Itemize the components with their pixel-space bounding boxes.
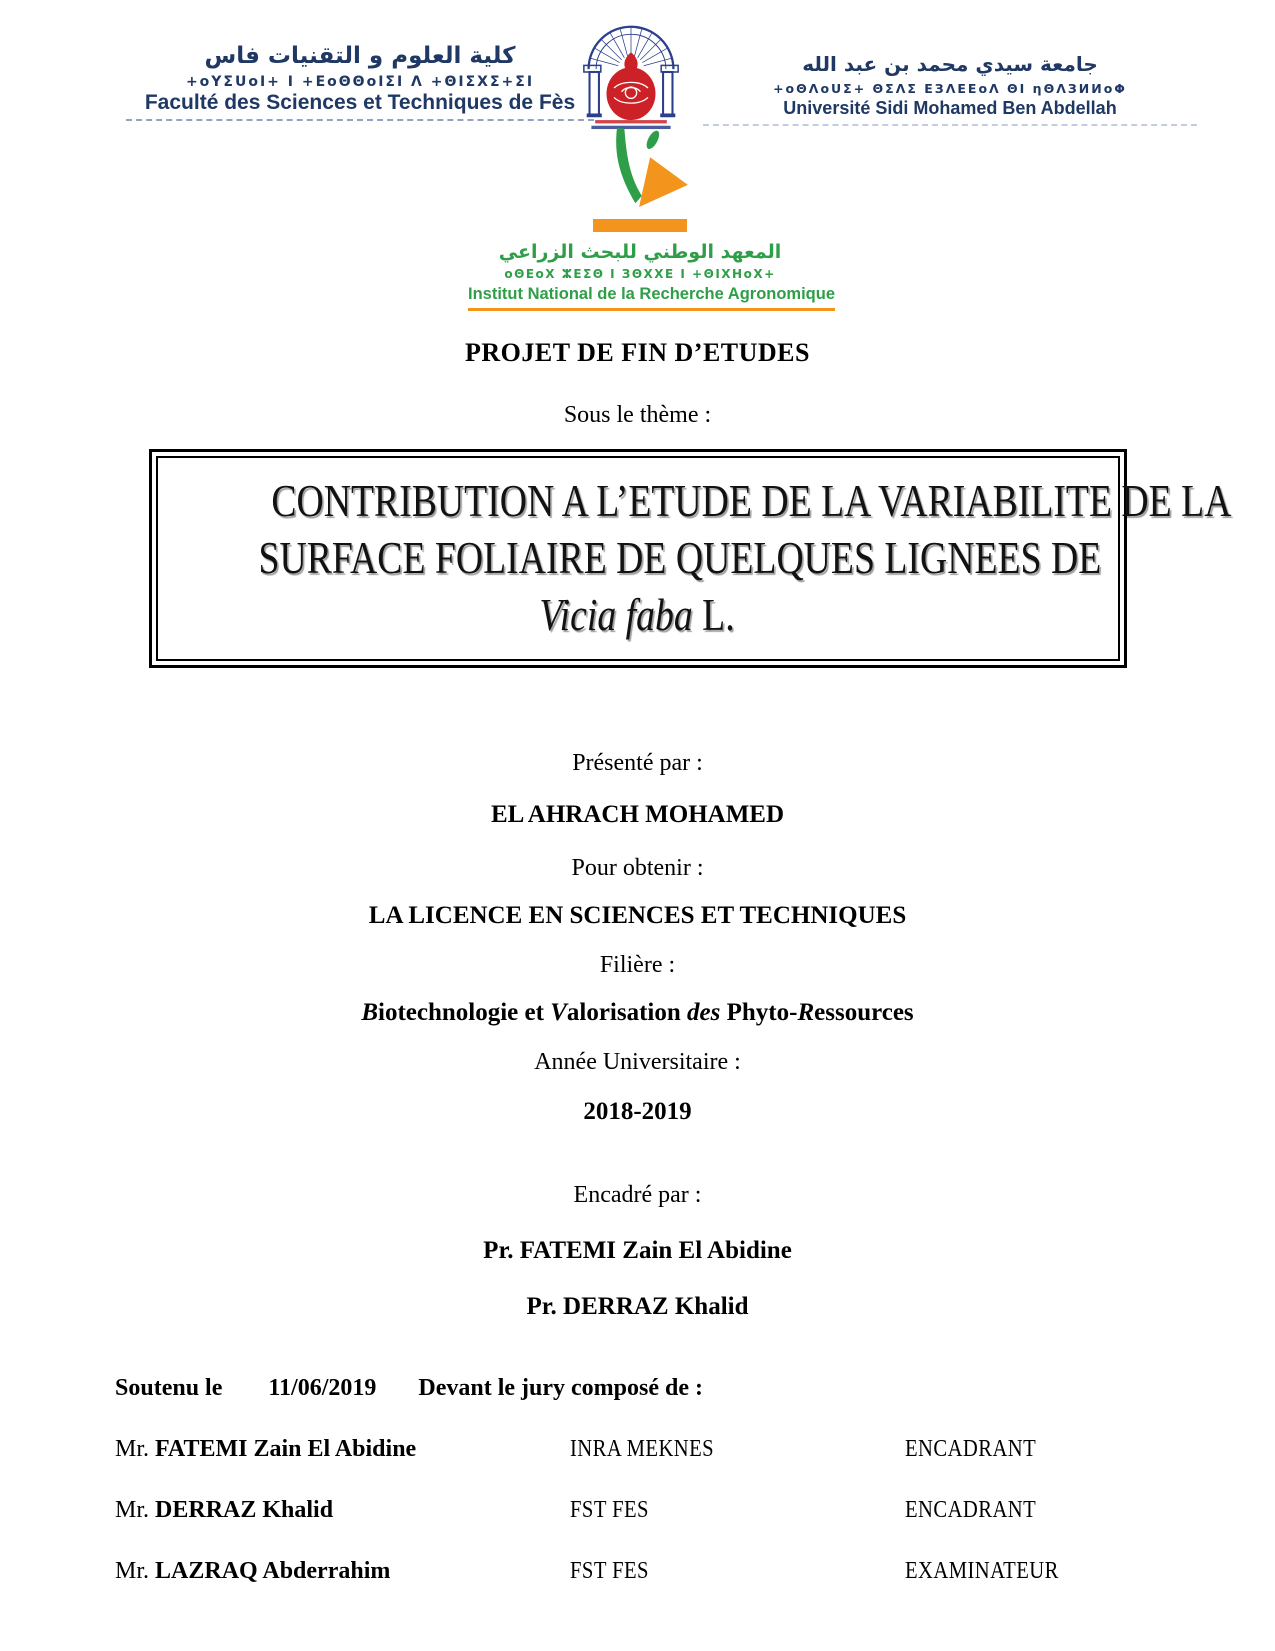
thesis-title-line2: SURFACE FOLIAIRE DE QUELQUES LIGNEES DE <box>257 532 1101 583</box>
inra-name-tifinagh: oΘΕoΧ ⵣΕΣΘ Ι ЗΘΧΧΕ Ι +ΘΙΧΗoΧ+ <box>504 266 776 281</box>
jury-row-3-role <box>905 1558 1175 1585</box>
jury-2-role: ENCADRANT <box>905 1497 1037 1523</box>
jury-row-3-name <box>115 1558 570 1585</box>
jury-intro-label: Devant le jury composé de : <box>418 1375 703 1401</box>
species-suffix: L. <box>693 589 736 640</box>
defense-date: 11/06/2019 <box>268 1375 377 1401</box>
supervised-by-label: Encadré par : <box>573 1182 702 1208</box>
jury-row-1-affiliation <box>570 1436 905 1463</box>
jury-row-2-name <box>115 1497 570 1524</box>
defense-section <box>115 1375 1175 1585</box>
presented-by-label: Présenté par : <box>572 750 703 776</box>
filiere-run-2: V <box>550 999 567 1026</box>
filiere-run-4: des <box>687 999 721 1026</box>
faculty-name-tifinagh: +oYΣUoI+ I +ΕoΘΘoIΣI Λ +ΘIΣΧΣ+ΣI <box>185 73 535 90</box>
thesis-title-species-line <box>540 586 735 643</box>
thesis-title-box <box>149 449 1231 668</box>
inra-name-french: Institut National de la Recherche Agronomique <box>468 285 835 311</box>
jury-2-affiliation: FST FES <box>570 1497 649 1523</box>
faculty-dashed-rule <box>126 119 594 121</box>
usmba-emblem-logo <box>565 8 697 136</box>
jury-1-affiliation: INRA MEKNES <box>570 1436 715 1462</box>
advisor-1-name: Pr. FATEMI Zain El Abidine <box>483 1237 792 1264</box>
advisor-2-name: Pr. DERRAZ Khalid <box>526 1293 749 1320</box>
filiere-value <box>0 999 1275 1027</box>
filiere-run-3: alorisation <box>566 999 688 1026</box>
filiere-run-5: Phyto- <box>720 999 798 1026</box>
jury-3-role: EXAMINATEUR <box>905 1558 1059 1584</box>
jury-1-prefix: Mr. <box>115 1436 156 1462</box>
thesis-title-line1: CONTRIBUTION A L’ETUDE DE LA VARIABILITE DE LA <box>270 475 1231 526</box>
jury-2-prefix: Mr. <box>115 1497 156 1523</box>
jury-3-prefix: Mr. <box>115 1558 156 1584</box>
jury-3-affiliation: FST FES <box>570 1558 649 1584</box>
academic-year-label: Année Universitaire : <box>534 1049 741 1075</box>
inra-logo-block <box>468 126 836 311</box>
inra-logo-bar <box>593 219 687 232</box>
faculty-name-french: Faculté des Sciences et Techniques de Fès <box>144 90 576 114</box>
academic-year-value: 2018-2019 <box>583 1098 692 1125</box>
jury-2-name: DERRAZ Khalid <box>155 1497 334 1523</box>
author-name: EL AHRACH MOHAMED <box>490 801 785 828</box>
jury-row-2-role <box>905 1497 1175 1524</box>
university-name-tifinagh: +oΘΛoUΣ+ ΘΣΛΣ ΕЗΛΕΕoΛ ΘΙ ηΘΛЗИИoΦ <box>773 81 1127 96</box>
jury-row-2-affiliation <box>570 1497 905 1524</box>
inra-logo-icon <box>555 126 725 218</box>
jury-row-3-affiliation <box>570 1558 905 1585</box>
faculty-name-arabic: كلية العلوم و التقنيات فاس <box>204 43 516 69</box>
filiere-run-0: B <box>361 999 379 1026</box>
degree-name: LA LICENCE EN SCIENCES ET TECHNIQUES <box>368 902 907 929</box>
faculty-header-block <box>126 42 594 121</box>
usmba-emblem-icon <box>565 8 697 136</box>
inra-name-arabic: المعهد الوطني للبحث الزراعي <box>498 241 782 263</box>
filiere-run-7: essources <box>814 999 914 1026</box>
report-type-heading: PROJET DE FIN D’ETUDES <box>465 338 810 367</box>
filiere-run-6: R <box>797 999 815 1026</box>
university-header-block <box>703 52 1197 126</box>
university-name-arabic: جامعة سيدي محمد بن عبد الله <box>802 52 1098 76</box>
jury-row-1-name <box>115 1436 570 1463</box>
filiere-run-1: iotechnologie et <box>378 999 551 1026</box>
filiere-label: Filière : <box>599 952 676 978</box>
defended-on-label: Soutenu le <box>115 1375 223 1401</box>
jury-1-name: FATEMI Zain El Abidine <box>155 1436 417 1462</box>
jury-row-1-role <box>905 1436 1175 1463</box>
sous-theme-label: Sous le thème : <box>563 402 712 428</box>
pour-obtenir-label: Pour obtenir : <box>571 855 704 881</box>
jury-1-role: ENCADRANT <box>905 1436 1037 1462</box>
jury-3-name: LAZRAQ Abderrahim <box>155 1558 391 1584</box>
species-name: Vicia faba <box>539 589 694 640</box>
thesis-title-box-inner <box>156 456 1231 661</box>
university-name-french: Université Sidi Mohamed Ben Abdellah <box>783 98 1117 118</box>
defense-line <box>115 1375 1175 1402</box>
jury-table <box>115 1436 1175 1585</box>
